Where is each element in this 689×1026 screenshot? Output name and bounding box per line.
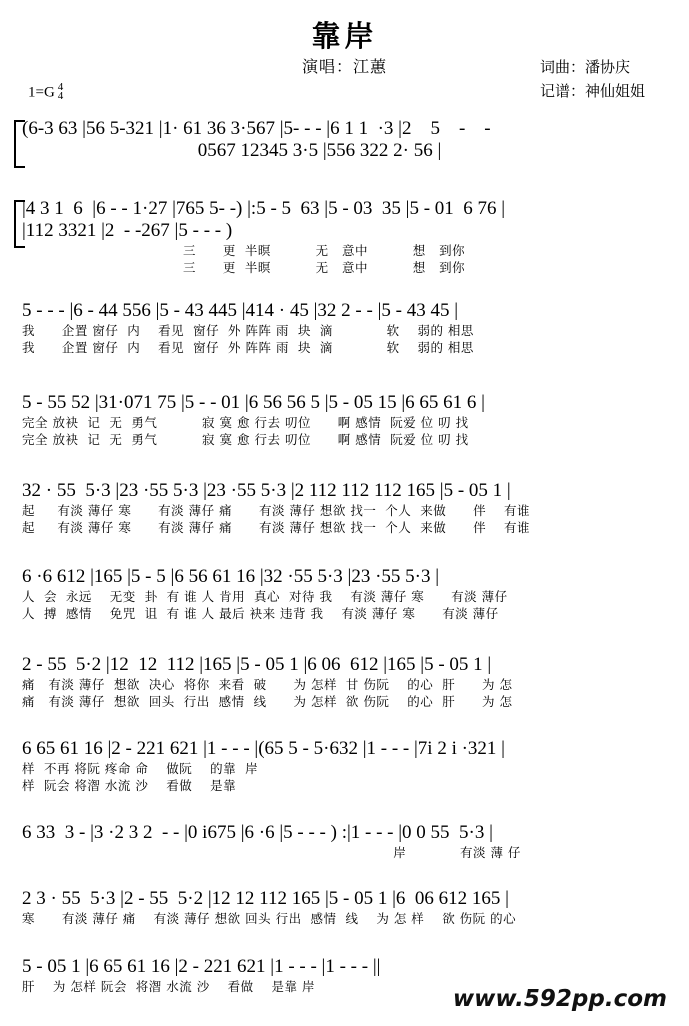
notes-line: (6-3 63 |56 5-321 |1· 61 36 3·567 |5- - - |6 1 1 ·3 |2 5 - -: [22, 118, 491, 139]
lyric-line-2: 样 阮会 将潪 水流 沙 看做 是靠: [22, 778, 237, 793]
credit-lyrics: 词曲：潘协庆: [539, 58, 630, 76]
lyric-line-2: 痛 有淡 薄仔 想欲 回头 行出 感情 线 为 怎样 欲 伤阮 的心 肝 为 怎: [22, 694, 513, 709]
lyric-line-2: 起 有淡 薄仔 寒 有淡 薄仔 痛 有淡 薄仔 想欲 找一 个人 来做 伴 有谁: [22, 520, 530, 535]
lyric-line-1: 我 企置 窗仔 内 看见 窗仔 外 阵阵 雨 块 滴 软 弱的 相思: [22, 323, 474, 338]
notes-line: 2 - 55 5·2 |12 12 112 |165 |5 - 05 1 |6 06 612 |165 |5 - 05 1 |: [22, 654, 492, 675]
notes-line: |4 3 1 6 |6 - - 1·27 |765 5- -) |:5 - 5 63 |5 - 03 35 |5 - 01 6 76 |: [22, 198, 506, 219]
notes-line: |112 3321 |2 - -267 |5 - - - ): [22, 220, 233, 241]
system-bracket: [14, 120, 25, 168]
lyric-line-1: 完全 放袂 记 无 勇气 寂 寞 愈 行去 叨位 啊 感情 阮爱 位 叨 找: [22, 415, 469, 430]
music-system-10: [22, 888, 670, 927]
key-signature: [28, 81, 64, 102]
singer-line: 演唱：江蕙: [301, 57, 387, 76]
meter-numerator: 4: [57, 81, 64, 93]
key-label: 1=G: [28, 84, 55, 101]
notes-line: 6 ·6 612 |165 |5 - 5 |6 56 61 16 |32 ·55 5·3 |23 ·55 5·3 |: [22, 566, 440, 587]
music-system-1: [22, 118, 670, 162]
music-system-3: [22, 300, 670, 356]
notes-line: 0567 12345 3·5 |556 322 2· 56 |: [22, 140, 442, 161]
notes-line: 5 - - - |6 - 44 556 |5 - 43 445 |414 · 45 |32 2 - - |5 - 43 45 |: [22, 300, 459, 321]
system-bracket: [14, 200, 25, 248]
notes-line: 32 · 55 5·3 |23 ·55 5·3 |23 ·55 5·3 |2 112 112 112 165 |5 - 05 1 |: [22, 480, 511, 501]
lyric-line-1: 痛 有淡 薄仔 想欲 决心 将你 来看 破 为 怎样 甘 伤阮 的心 肝 为 怎: [22, 677, 513, 692]
lyric-line-2: 人 搏 感情 免咒 诅 有 谁 人 最后 袂来 违背 我 有淡 薄仔 寒 有淡 薄仔: [22, 606, 499, 621]
lyric-line-2: 完全 放袂 记 无 勇气 寂 寞 愈 行去 叨位 啊 感情 阮爱 位 叨 找: [22, 432, 469, 447]
meter-denominator: 4: [57, 90, 64, 102]
lyric-line-2: 我 企置 窗仔 内 看见 窗仔 外 阵阵 雨 块 滴 软 弱的 相思: [22, 340, 474, 355]
lyric-line-1: 肝 为 怎样 阮会 将潪 水流 沙 看做 是靠 岸: [22, 979, 315, 994]
music-system-9: [22, 822, 670, 861]
music-system-2: [22, 198, 670, 276]
notes-line: 5 - 55 52 |31·071 75 |5 - - 01 |6 56 56 5 |5 - 05 15 |6 65 61 6 |: [22, 392, 485, 413]
lyric-line-1: 寒 有淡 薄仔 痛 有淡 薄仔 想欲 回头 行出 感情 线 为 怎 样 欲 伤阮 的心: [22, 911, 517, 926]
music-system-8: [22, 738, 670, 794]
lyric-line-1: 人 会 永远 无变 卦 有 谁 人 肯用 真心 对待 我 有淡 薄仔 寒 有淡 薄仔: [22, 589, 508, 604]
lyric-line-1: 岸 有淡 薄 仔: [22, 845, 521, 860]
music-system-5: [22, 480, 670, 536]
music-system-6: [22, 566, 670, 622]
notes-line: 5 - 05 1 |6 65 61 16 |2 - 221 621 |1 - - - |1 - - - ||: [22, 956, 381, 977]
lyric-line-1: 三 更 半暝 无 意中 想 到你: [22, 243, 466, 258]
time-signature: [58, 83, 64, 101]
lyric-line-1: 样 不再 将阮 疼命 命 做阮 的靠 岸: [22, 761, 259, 776]
music-system-7: [22, 654, 670, 710]
site-watermark: www.592pp.com: [452, 986, 667, 1012]
notes-line: 2 3 · 55 5·3 |2 - 55 5·2 |12 12 112 165 |5 - 05 1 |6 06 612 165 |: [22, 888, 509, 909]
page-title: 靠岸: [311, 19, 378, 53]
lyric-line-1: 起 有淡 薄仔 寒 有淡 薄仔 痛 有淡 薄仔 想欲 找一 个人 来做 伴 有谁: [22, 503, 530, 518]
credit-notation: 记谱：神仙姐姐: [539, 82, 645, 100]
notes-line: 6 33 3 - |3 ·2 3 2 - - |0 i675 |6 ·6 |5 - - - ) :|1 - - - |0 0 55 5·3 |: [22, 822, 493, 843]
lyric-line-2: 三 更 半暝 无 意中 想 到你: [22, 260, 466, 275]
credits-block: [540, 55, 645, 103]
music-system-4: [22, 392, 670, 448]
notes-line: 6 65 61 16 |2 - 221 621 |1 - - - |(65 5 - 5·632 |1 - - - |7i 2 i ·321 |: [22, 738, 505, 759]
